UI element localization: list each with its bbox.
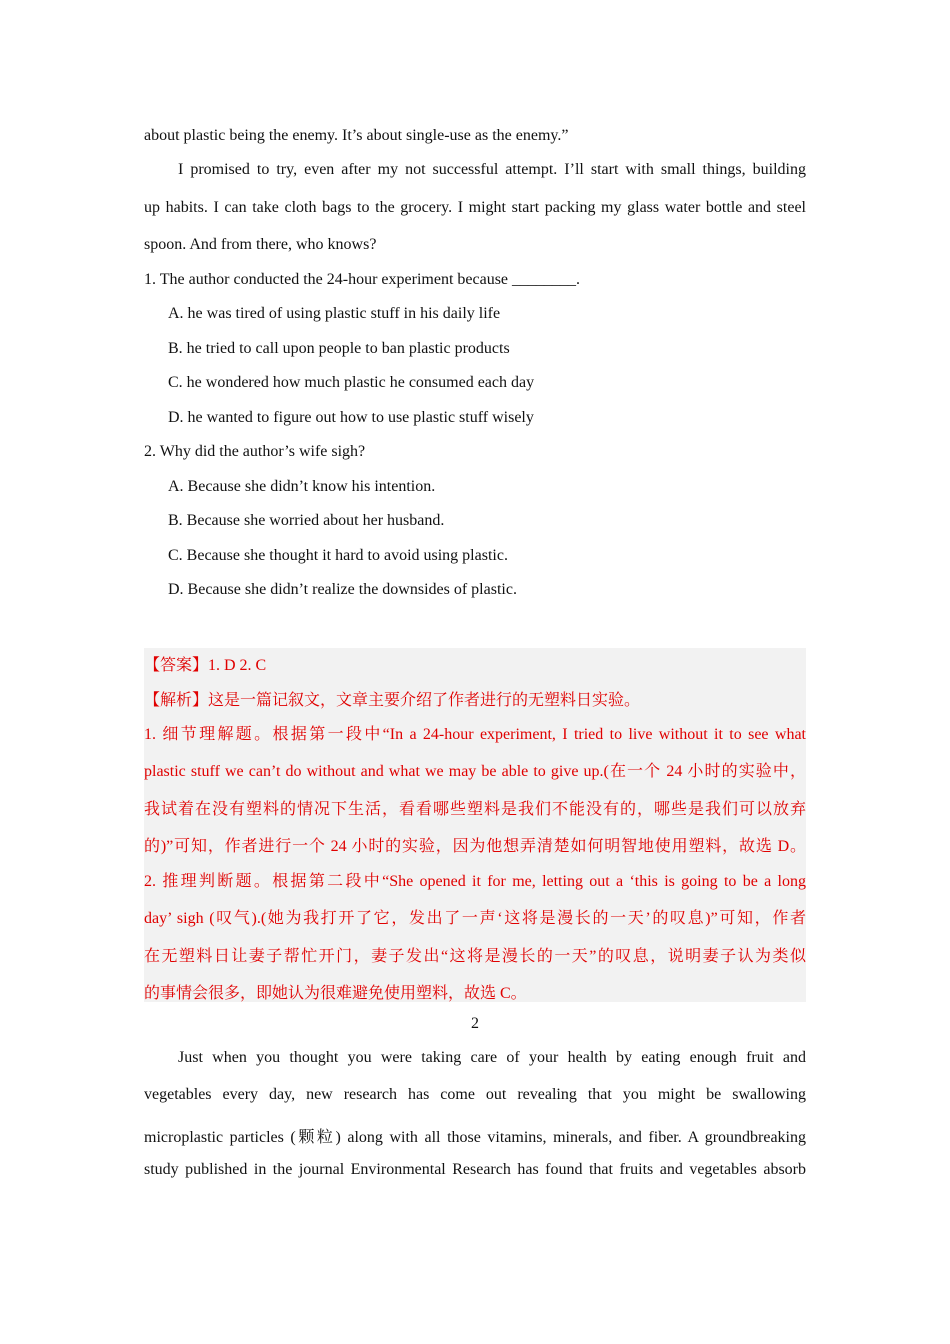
paragraph-line: I promised to try, even after my not successful attempt. I’ll start with small things, building <box>178 161 806 178</box>
explanation-2-line: 的事情会很多，即她认为很难避免使用塑料，故选 C。 <box>144 985 527 1002</box>
question-1-option-d: D. he wanted to figure out how to use plastic stuff wisely <box>168 409 534 426</box>
paragraph-line: up habits. I can take cloth bags to the grocery. I might start packing my glass water bottle and steel <box>144 199 806 216</box>
explanation-2-line: 2. 推理判断题。根据第二段中“She opened it for me, letting out a ‘this is going to be a long <box>144 873 806 890</box>
analysis-summary: 【解析】这是一篇记叙文，文章主要介绍了作者进行的无塑料日实验。 <box>144 692 641 709</box>
question-1-option-c: C. he wondered how much plastic he consumed each day <box>168 374 535 391</box>
question-2-option-a: A. Because she didn’t know his intention. <box>168 478 436 495</box>
question-2-option-d: D. Because she didn’t realize the downsides of plastic. <box>168 581 517 598</box>
passage-2-line: microplastic particles (颗粒) along with all those vitamins, minerals, and fiber. A groundbreaking <box>144 1129 806 1146</box>
explanation-1-line: 1. 细节理解题。根据第一段中“In a 24-hour experiment, I tried to live without it to see what <box>144 726 806 743</box>
explanation-2-line: day’ sigh (叹气).(她为我打开了它，发出了一声‘这将是漫长的一天’的叹息)”可知，作者 <box>144 910 806 927</box>
question-2-option-b: B. Because she worried about her husband. <box>168 512 445 529</box>
paragraph-line: spoon. And from there, who knows? <box>144 236 377 253</box>
paragraph-end-line: about plastic being the enemy. It’s about single-use as the enemy.” <box>144 127 569 144</box>
question-2-option-c: C. Because she thought it hard to avoid using plastic. <box>168 547 508 564</box>
answer-analysis-box <box>144 648 806 1002</box>
question-2-stem: 2. Why did the author’s wife sigh? <box>144 443 366 460</box>
explanation-1-line: 我试着在没有塑料的情况下生活，看看哪些塑料是我们不能没有的，哪些是我们可以放弃 <box>144 801 806 818</box>
explanation-2-line: 在无塑料日让妻子帮忙开门，妻子发出“这将是漫长的一天”的叹息，说明妻子认为类似 <box>144 948 806 965</box>
question-1-stem: 1. The author conducted the 24-hour experiment because ________. <box>144 271 581 288</box>
question-1-option-b: B. he tried to call upon people to ban plastic products <box>168 340 510 357</box>
passage-2-line: study published in the journal Environmental Research has found that fruits and vegetables absorb <box>144 1161 806 1178</box>
explanation-1-line: plastic stuff we can’t do without and what we may be able to give up.(在一个 24 小时的实验中， <box>144 763 806 780</box>
section-number: 2 <box>471 1015 479 1032</box>
answer-line: 【答案】1. D 2. C <box>144 657 267 674</box>
passage-2-line: vegetables every day, new research has come out revealing that you might be swallowing <box>144 1086 806 1103</box>
question-1-option-a: A. he was tired of using plastic stuff in his daily life <box>168 305 501 322</box>
passage-2-line: Just when you thought you were taking care of your health by eating enough fruit and <box>178 1049 806 1066</box>
explanation-1-line: 的)”可知，作者进行一个 24 小时的实验，因为他想弄清楚如何明智地使用塑料，故选 D。 <box>144 838 806 855</box>
